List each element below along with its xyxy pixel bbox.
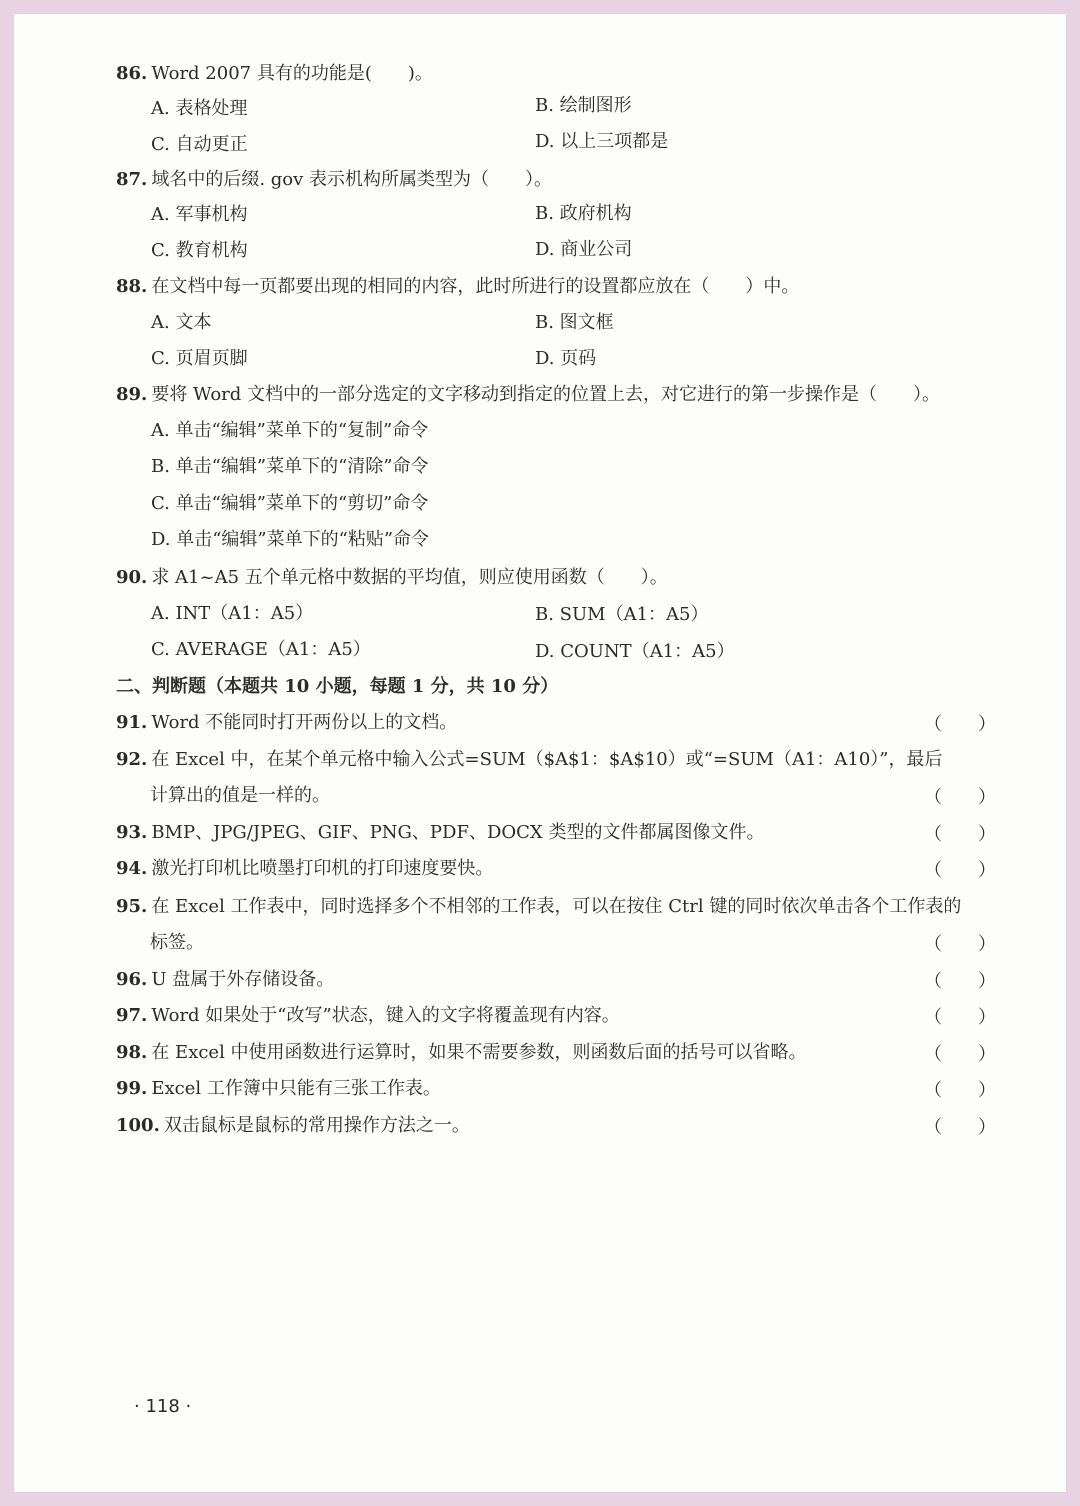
question-91 bbox=[116, 712, 984, 734]
question-number: 90. bbox=[116, 567, 148, 588]
option-c: C. 教育机构 bbox=[151, 240, 248, 261]
question-text: Word 不能同时打开两份以上的文档。 bbox=[151, 712, 458, 733]
question-86 bbox=[116, 63, 984, 85]
question-text: Excel 工作簿中只能有三张工作表。 bbox=[151, 1078, 441, 1099]
question-90 bbox=[116, 567, 984, 589]
question-text: 在 Excel 中使用函数进行运算时，如果不需要参数，则函数后面的括号可以省略。 bbox=[151, 1042, 807, 1063]
answer-blank: （ ） bbox=[924, 860, 996, 881]
question-text: Word 如果处于“改写”状态，键入的文字将覆盖现有内容。 bbox=[151, 1005, 620, 1026]
question-number: 93. bbox=[116, 822, 148, 843]
question-87 bbox=[116, 169, 984, 191]
question-number: 86. bbox=[116, 63, 148, 84]
question-88 bbox=[116, 276, 984, 298]
answer-blank: （ ） bbox=[924, 1044, 996, 1065]
question-99 bbox=[116, 1078, 984, 1100]
answer-blank: （ ） bbox=[924, 714, 996, 735]
option-d: D. 商业公司 bbox=[535, 239, 633, 260]
question-text: 双击鼠标是鼠标的常用操作方法之一。 bbox=[163, 1115, 470, 1136]
option-a: A. 表格处理 bbox=[151, 98, 248, 119]
option-c: C. 单击“编辑”菜单下的“剪切”命令 bbox=[151, 493, 429, 514]
question-89 bbox=[116, 384, 984, 406]
option-b: B. SUM（A1：A5） bbox=[535, 604, 709, 625]
option-b: B. 政府机构 bbox=[535, 203, 632, 224]
option-d: D. 以上三项都是 bbox=[535, 131, 669, 152]
answer-blank: （ ） bbox=[924, 1007, 996, 1028]
page-number: · 118 · bbox=[134, 1396, 192, 1417]
question-92 bbox=[116, 749, 984, 771]
question-number: 94. bbox=[116, 858, 148, 879]
question-text: 在 Excel 中，在某个单元格中输入公式=SUM（$A$1：$A$10）或“=SUM（A1：A10）”，最后 bbox=[151, 749, 943, 770]
question-text: 在文档中每一页都要出现的相同的内容，此时所进行的设置都应放在（ ）中。 bbox=[151, 276, 800, 297]
question-number: 98. bbox=[116, 1042, 148, 1063]
question-95 bbox=[116, 896, 984, 918]
option-c: C. AVERAGE（A1：A5） bbox=[151, 639, 371, 660]
question-text: 激光打印机比喷墨打印机的打印速度要快。 bbox=[151, 858, 494, 879]
question-number: 97. bbox=[116, 1005, 148, 1026]
question-number: 87. bbox=[116, 169, 148, 190]
question-93 bbox=[116, 822, 984, 844]
question-96 bbox=[116, 969, 984, 991]
answer-blank: （ ） bbox=[924, 971, 996, 992]
question-text: 在 Excel 工作表中，同时选择多个不相邻的工作表，可以在按住 Ctrl 键的同时依次单击各个工作表的 bbox=[151, 896, 962, 917]
option-a: A. 军事机构 bbox=[151, 204, 248, 225]
option-c: C. 页眉页脚 bbox=[151, 348, 248, 369]
question-text: BMP、JPG/JPEG、GIF、PNG、PDF、DOCX 类型的文件都属图像文件。 bbox=[151, 822, 765, 843]
question-number: 95. bbox=[116, 896, 148, 917]
option-a: A. 文本 bbox=[151, 312, 212, 333]
question-number: 96. bbox=[116, 969, 148, 990]
question-number: 89. bbox=[116, 384, 148, 405]
question-number: 99. bbox=[116, 1078, 148, 1099]
question-98 bbox=[116, 1042, 984, 1064]
question-text: U 盘属于外存储设备。 bbox=[151, 969, 335, 990]
answer-blank: （ ） bbox=[924, 1080, 996, 1101]
option-d: D. COUNT（A1：A5） bbox=[535, 641, 735, 662]
option-a: A. INT（A1：A5） bbox=[151, 603, 314, 624]
option-c: C. 自动更正 bbox=[151, 134, 248, 155]
option-d: D. 单击“编辑”菜单下的“粘贴”命令 bbox=[151, 529, 430, 550]
option-d: D. 页码 bbox=[535, 348, 597, 369]
question-number: 91. bbox=[116, 712, 148, 733]
question-text: 要将 Word 文档中的一部分选定的文字移动到指定的位置上去，对它进行的第一步操作是（ ）。 bbox=[151, 384, 941, 405]
question-97 bbox=[116, 1005, 984, 1027]
section-heading: 二、判断题（本题共 10 小题，每题 1 分，共 10 分） bbox=[116, 676, 559, 697]
answer-blank: （ ） bbox=[924, 824, 996, 845]
question-text: Word 2007 具有的功能是( )。 bbox=[151, 63, 433, 84]
answer-blank: （ ） bbox=[924, 934, 996, 955]
question-number: 92. bbox=[116, 749, 148, 770]
option-b: B. 绘制图形 bbox=[535, 95, 632, 116]
option-b: B. 单击“编辑”菜单下的“清除”命令 bbox=[151, 456, 429, 477]
answer-blank: （ ） bbox=[924, 787, 996, 808]
answer-blank: （ ） bbox=[924, 1117, 996, 1138]
question-continuation: 计算出的值是一样的。 bbox=[150, 785, 330, 806]
question-94 bbox=[116, 858, 984, 880]
question-100 bbox=[116, 1115, 984, 1137]
document-page bbox=[14, 14, 1066, 1492]
question-number: 88. bbox=[116, 276, 148, 297]
question-text: 域名中的后缀. gov 表示机构所属类型为（ ）。 bbox=[151, 169, 553, 190]
question-text: 求 A1~A5 五个单元格中数据的平均值，则应使用函数（ ）。 bbox=[151, 567, 668, 588]
question-continuation: 标签。 bbox=[150, 932, 204, 953]
question-number: 100. bbox=[116, 1115, 160, 1136]
option-a: A. 单击“编辑”菜单下的“复制”命令 bbox=[151, 420, 429, 441]
option-b: B. 图文框 bbox=[535, 312, 614, 333]
